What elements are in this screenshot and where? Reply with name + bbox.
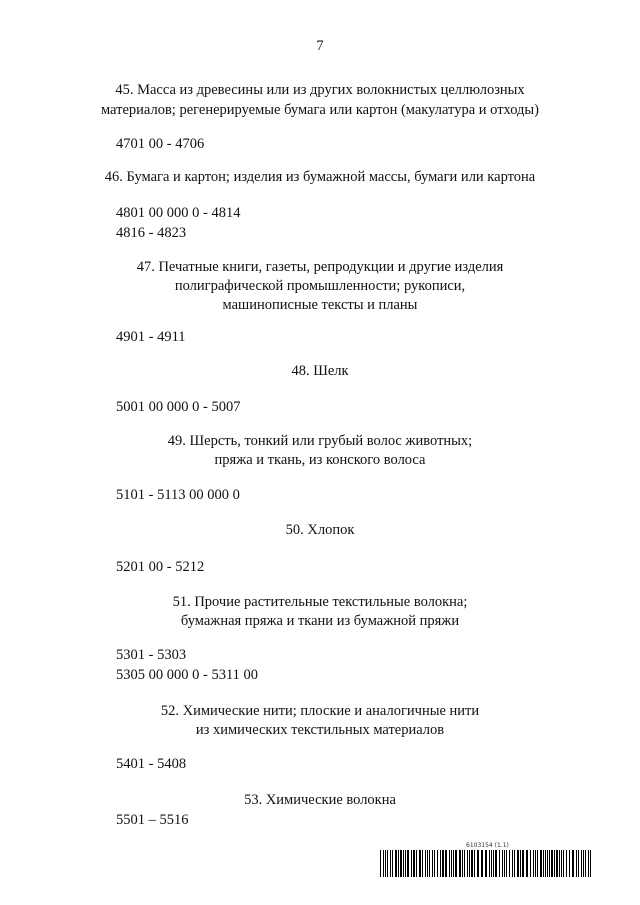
section-49-code-range: 5101 - 5113 00 000 0 — [116, 487, 240, 503]
section-52-heading-line1: 52. Химические нити; плоские и аналогичные нити — [160, 703, 480, 719]
section-52-code-range: 5401 - 5408 — [116, 756, 187, 772]
section-47-heading-line2: полиграфической промышленности; рукописи, — [174, 278, 466, 294]
section-45-heading-line2: материалов; регенерируемые бумага или картон (макулатура и отходы) — [100, 102, 540, 118]
section-48-heading-line1: 48. Шелк — [291, 363, 349, 379]
section-50-heading-line1: 50. Хлопок — [285, 522, 355, 538]
section-46-code-range-2: 4816 - 4823 — [116, 225, 187, 241]
section-49-heading-line2: пряжа и ткань, из конского волоса — [214, 452, 426, 468]
section-51-code-range-2: 5305 00 000 0 - 5311 00 — [116, 667, 259, 683]
section-53-heading-line1: 53. Химические волокна — [244, 792, 396, 808]
section-47-heading-line1: 47. Печатные книги, газеты, репродукции и другие изделия — [136, 259, 504, 275]
barcode — [380, 850, 593, 877]
section-46-code-range-1: 4801 00 000 0 - 4814 — [116, 205, 241, 221]
page-number: 7 — [316, 38, 324, 54]
section-53-code-range: 5501 – 5516 — [116, 812, 189, 828]
section-45-code-range: 4701 00 - 4706 — [116, 136, 205, 152]
document-stamp-number: 6103154 (1.1) — [466, 842, 509, 849]
section-46-heading-line1: 46. Бумага и картон; изделия из бумажной массы, бумаги или картона — [104, 169, 536, 185]
section-47-heading-line3: машинописные тексты и планы — [222, 297, 418, 313]
section-51-code-range-1: 5301 - 5303 — [116, 647, 187, 663]
section-51-heading-line1: 51. Прочие растительные текстильные волокна; — [172, 594, 468, 610]
section-48-code-range: 5001 00 000 0 - 5007 — [116, 399, 241, 415]
section-49-heading-line1: 49. Шерсть, тонкий или грубый волос животных; — [167, 433, 473, 449]
section-52-heading-line2: из химических текстильных материалов — [195, 722, 445, 738]
section-50-code-range: 5201 00 - 5212 — [116, 559, 205, 575]
section-45-heading-line1: 45. Масса из древесины или из других волокнистых целлюлозных — [115, 82, 525, 98]
section-51-heading-line2: бумажная пряжа и ткани из бумажной пряжи — [180, 613, 460, 629]
section-47-code-range: 4901 - 4911 — [116, 329, 186, 345]
